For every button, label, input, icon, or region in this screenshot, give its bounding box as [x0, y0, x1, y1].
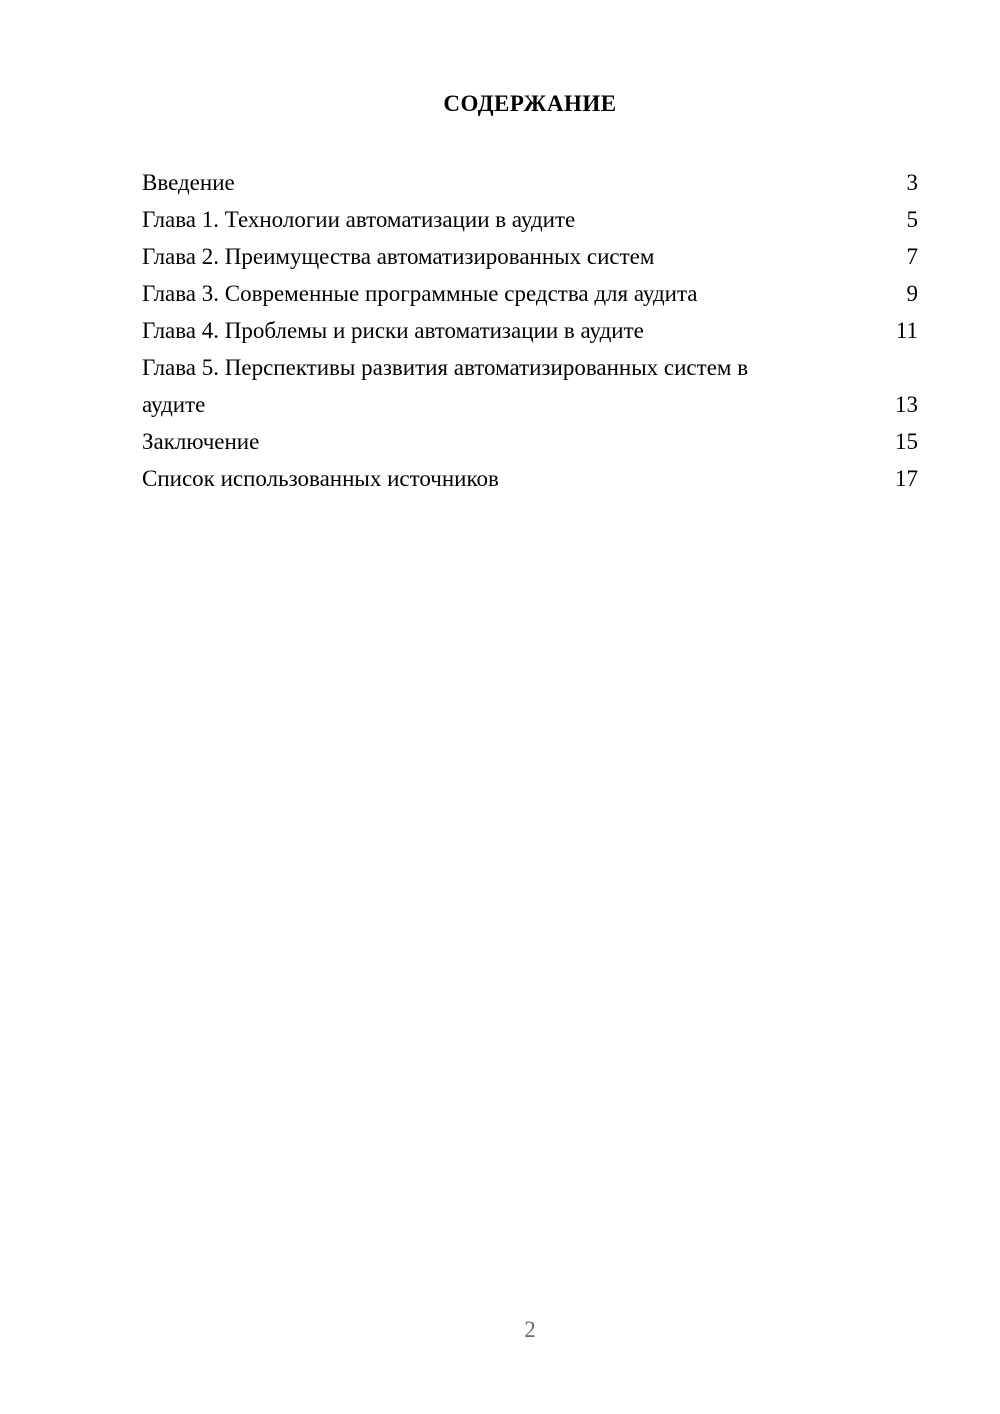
toc-entry: [142, 238, 918, 275]
toc-entry: [142, 201, 918, 238]
footer-page-number: 2: [524, 1317, 536, 1342]
toc-entry: [142, 275, 918, 312]
toc-entry-page: 3: [906, 170, 918, 195]
toc-entry-label: Глава 4. Проблемы и риски автоматизации в аудите: [142, 318, 644, 343]
toc-entry-label: Введение: [142, 170, 235, 195]
toc-list: [142, 164, 918, 497]
toc-entry-label: Список использованных источников: [142, 466, 499, 491]
toc-entry: [142, 164, 918, 201]
page-content: [0, 0, 1000, 497]
toc-entry: [142, 349, 918, 423]
toc-entry-label: Глава 1. Технологии автоматизации в аудите: [142, 207, 576, 232]
toc-entry-page: 11: [895, 318, 918, 343]
toc-entry-page: 7: [906, 244, 918, 269]
toc-entry-page: 13: [895, 392, 918, 417]
toc-entry-page: 5: [906, 207, 918, 232]
toc-entry-label: Заключение: [142, 429, 260, 454]
toc-entry-label: Глава 3. Современные программные средства для аудита: [142, 281, 698, 306]
page-title: СОДЕРЖАНИЕ: [443, 91, 617, 116]
toc-entry: [142, 312, 918, 349]
toc-entry: [142, 460, 918, 497]
toc-entry: [142, 423, 918, 460]
toc-entry-label: Глава 5. Перспективы развития автоматизированных систем в аудите: [142, 355, 749, 417]
toc-entry-page: 9: [906, 281, 918, 306]
toc-entry-page: 17: [895, 466, 918, 491]
toc-entry-label: Глава 2. Преимущества автоматизированных систем: [142, 244, 655, 269]
toc-entry-page: 15: [895, 429, 918, 454]
